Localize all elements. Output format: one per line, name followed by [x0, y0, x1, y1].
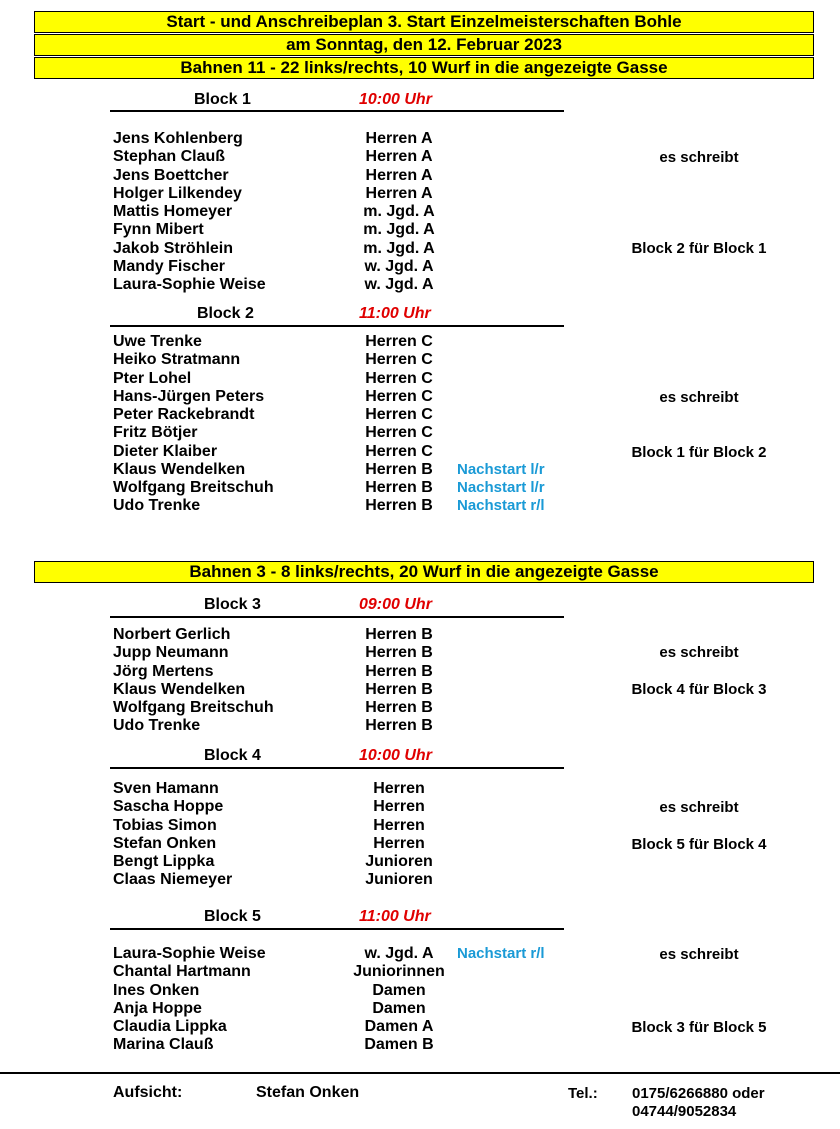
block5-rule — [110, 928, 564, 930]
block2-title: Block 2 — [197, 305, 254, 322]
player-name: Jupp Neumann — [113, 644, 229, 662]
table-row — [0, 853, 840, 871]
player-class: Herren — [373, 780, 425, 797]
table-row — [0, 780, 840, 798]
footer-supervisor: Stefan Onken — [256, 1084, 360, 1101]
player-name: Jörg Mertens — [113, 662, 214, 680]
block5-writer-assignment: Block 3 für Block 5 — [631, 1019, 767, 1036]
section2-header: Bahnen 3 - 8 links/rechts, 20 Wurf in die angezeigte Gasse — [34, 561, 814, 583]
header-title: Start - und Anschreibeplan 3. Start Einzelmeisterschaften Bohle — [34, 11, 814, 33]
table-row — [0, 982, 840, 1000]
player-name: Wolfgang Breitschuh — [113, 699, 274, 716]
player-name: Laura-Sophie Weise — [113, 276, 266, 293]
player-class: w. Jgd. A — [364, 257, 434, 275]
footer-tel-line1: 0175/6266880 oder — [632, 1085, 765, 1102]
player-name: Claudia Lippka — [113, 1018, 227, 1035]
player-name: Udo Trenke — [113, 497, 201, 515]
player-note: Nachstart l/r — [457, 460, 545, 478]
player-name: Klaus Wendelken — [113, 680, 246, 698]
player-class: Herren C — [365, 442, 433, 460]
player-name: Jakob Ströhlein — [113, 239, 234, 257]
footer-supervision-label: Aufsicht: — [113, 1084, 183, 1101]
block2-writer-label: es schreibt — [659, 389, 739, 406]
block1-rule — [110, 110, 564, 112]
block5-title: Block 5 — [204, 908, 261, 925]
player-name: Ines Onken — [113, 981, 200, 999]
player-class: Herren — [373, 798, 425, 816]
table-row — [0, 185, 840, 203]
player-name: Dieter Klaiber — [113, 442, 218, 460]
block3-rule — [110, 616, 564, 618]
table-row — [0, 351, 840, 369]
table-row — [0, 699, 840, 717]
player-class: Herren B — [365, 644, 433, 662]
table-row — [0, 221, 840, 239]
footer-tel-line2: 04744/9052834 — [632, 1103, 737, 1120]
block3-writer-assignment: Block 4 für Block 3 — [631, 681, 767, 698]
block4-writer-label: es schreibt — [659, 799, 739, 816]
player-class: m. Jgd. A — [363, 203, 435, 220]
block5-writer-label: es schreibt — [659, 946, 739, 963]
table-row — [0, 497, 840, 515]
header-lanes: Bahnen 11 - 22 links/rechts, 10 Wurf in die angezeigte Gasse — [34, 57, 814, 79]
table-row — [0, 167, 840, 185]
player-name: Sven Hamann — [113, 780, 219, 797]
table-row — [0, 276, 840, 294]
table-row — [0, 130, 840, 148]
player-class: Damen — [372, 981, 426, 999]
player-name: Hans-Jürgen Peters — [113, 387, 265, 405]
block4-title: Block 4 — [204, 747, 261, 764]
player-class: Herren C — [365, 424, 433, 442]
player-name: Pter Lohel — [113, 369, 192, 387]
block1-title: Block 1 — [194, 91, 251, 108]
block4-time: 10:00 Uhr — [359, 747, 432, 764]
player-class: Herren A — [365, 130, 433, 147]
player-name: Norbert Gerlich — [113, 626, 231, 643]
table-row — [0, 1036, 840, 1054]
player-name: Wolfgang Breitschuh — [113, 479, 274, 496]
player-name: Mattis Homeyer — [113, 203, 233, 220]
table-row — [0, 717, 840, 735]
player-name: Stefan Onken — [113, 834, 217, 852]
player-class: Damen B — [364, 1036, 434, 1054]
block2-time: 11:00 Uhr — [359, 305, 431, 322]
player-name: Laura-Sophie Weise — [113, 945, 266, 962]
footer-rule — [0, 1072, 840, 1074]
player-name: Udo Trenke — [113, 717, 201, 735]
table-row — [0, 963, 840, 981]
player-name: Peter Rackebrandt — [113, 406, 255, 423]
table-row — [0, 817, 840, 835]
block3-time: 09:00 Uhr — [359, 596, 432, 613]
player-note: Nachstart r/l — [457, 945, 545, 962]
player-name: Fynn Mibert — [113, 221, 204, 239]
player-class: w. Jgd. A — [364, 276, 434, 293]
player-class: Herren C — [365, 369, 433, 387]
table-row — [0, 663, 840, 681]
player-class: Herren C — [365, 333, 433, 350]
table-row — [0, 479, 840, 497]
player-class: Herren C — [365, 387, 433, 405]
block2-rule — [110, 325, 564, 327]
player-class: Herren B — [365, 460, 433, 478]
table-row — [0, 424, 840, 442]
player-class: Herren B — [365, 479, 433, 496]
player-name: Anja Hoppe — [113, 999, 202, 1017]
player-name: Heiko Stratmann — [113, 351, 241, 369]
player-class: Herren C — [365, 406, 433, 423]
header-date: am Sonntag, den 12. Februar 2023 — [34, 34, 814, 56]
player-class: Junioren — [365, 871, 433, 889]
player-class: Herren A — [365, 184, 433, 202]
player-class: Herren B — [365, 626, 433, 643]
block2-writer-assignment: Block 1 für Block 2 — [631, 444, 767, 461]
player-name: Holger Lilkendey — [113, 184, 242, 202]
block1-writer-assignment: Block 2 für Block 1 — [631, 240, 767, 257]
block4-writer-assignment: Block 5 für Block 4 — [631, 836, 767, 853]
player-class: Herren C — [365, 351, 433, 369]
player-class: Herren B — [365, 662, 433, 680]
player-name: Chantal Hartmann — [113, 963, 251, 981]
player-class: Herren B — [365, 717, 433, 735]
player-name: Bengt Lippka — [113, 853, 215, 870]
player-class: Herren B — [365, 699, 433, 716]
player-class: m. Jgd. A — [363, 239, 435, 257]
player-class: Damen A — [364, 1018, 434, 1035]
block3-writer-label: es schreibt — [659, 644, 739, 661]
player-class: Herren A — [365, 148, 433, 166]
player-name: Sascha Hoppe — [113, 798, 224, 816]
player-note: Nachstart l/r — [457, 479, 545, 496]
player-class: Herren A — [365, 166, 433, 184]
table-row — [0, 626, 840, 644]
player-name: Jens Boettcher — [113, 166, 229, 184]
block4-rule — [110, 767, 564, 769]
table-row — [0, 1000, 840, 1018]
player-class: Juniorinnen — [353, 963, 445, 981]
table-row — [0, 461, 840, 479]
player-name: Tobias Simon — [113, 816, 217, 834]
player-class: Junioren — [365, 853, 433, 870]
player-class: Damen — [372, 999, 426, 1017]
block1-writer-label: es schreibt — [659, 149, 739, 166]
player-class: Herren B — [365, 680, 433, 698]
player-class: w. Jgd. A — [364, 945, 434, 962]
player-name: Mandy Fischer — [113, 257, 226, 275]
player-name: Klaus Wendelken — [113, 460, 246, 478]
footer-tel-label: Tel.: — [568, 1085, 598, 1102]
player-name: Jens Kohlenberg — [113, 130, 243, 147]
block5-time: 11:00 Uhr — [359, 908, 431, 925]
table-row — [0, 406, 840, 424]
player-name: Marina Clauß — [113, 1036, 214, 1054]
player-class: m. Jgd. A — [363, 221, 435, 239]
block3-title: Block 3 — [204, 596, 261, 613]
block1-time: 10:00 Uhr — [359, 91, 432, 108]
player-note: Nachstart r/l — [457, 497, 545, 515]
table-row — [0, 871, 840, 889]
player-name: Fritz Bötjer — [113, 424, 198, 442]
player-class: Herren — [373, 834, 425, 852]
player-name: Claas Niemeyer — [113, 871, 233, 889]
player-name: Uwe Trenke — [113, 333, 202, 350]
table-row — [0, 370, 840, 388]
player-class: Herren B — [365, 497, 433, 515]
table-row — [0, 203, 840, 221]
table-row — [0, 333, 840, 351]
player-name: Stephan Clauß — [113, 148, 226, 166]
table-row — [0, 258, 840, 276]
player-class: Herren — [373, 816, 425, 834]
